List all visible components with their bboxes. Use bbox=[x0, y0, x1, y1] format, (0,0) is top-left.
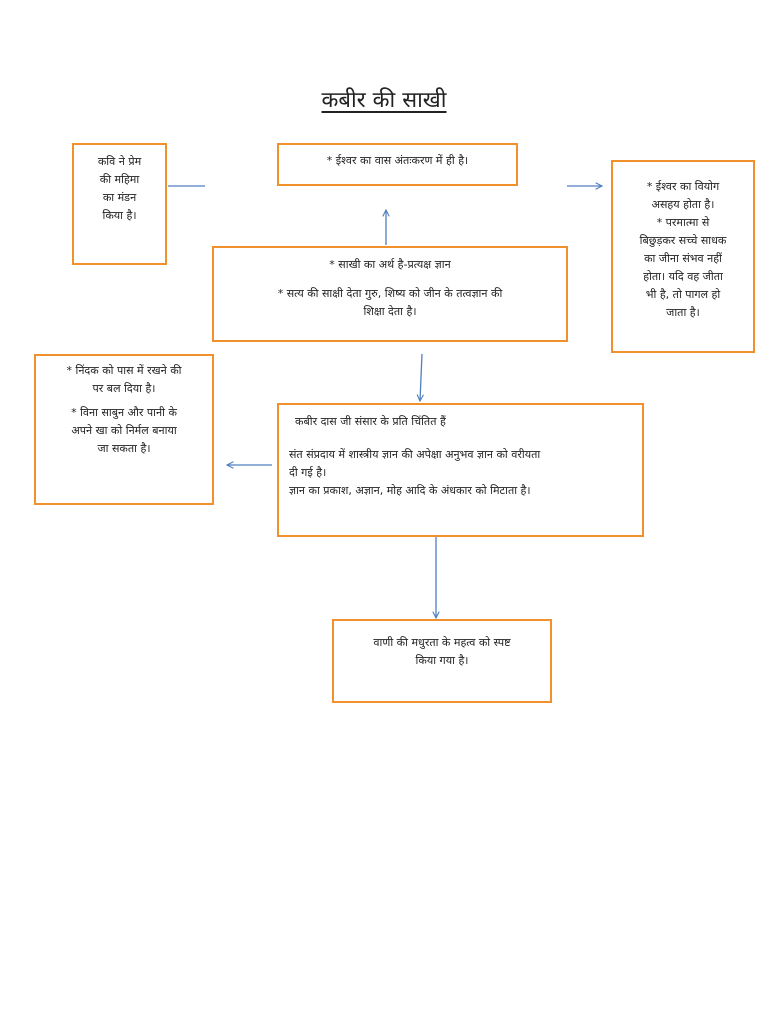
box-ishwar-vas bbox=[277, 143, 518, 186]
nindak-line: जा सकता है। bbox=[97, 442, 151, 455]
vani-line: वाणी की मधुरता के महत्व को स्पष्ट bbox=[373, 636, 511, 649]
prem-line: की महिमा bbox=[99, 173, 140, 186]
viyog-line: * ईश्वर का वियोग bbox=[646, 180, 720, 193]
box-prem-mahima bbox=[72, 143, 167, 265]
box-vani-madhurta bbox=[332, 619, 552, 703]
kabir-heading: कबीर दास जी संसार के प्रति चिंतित हैं bbox=[295, 415, 446, 428]
prem-line: कवि ने प्रेम bbox=[97, 155, 142, 168]
nindak-line: अपने खा को निर्मल बनाया bbox=[71, 424, 177, 437]
box-nindak bbox=[34, 354, 214, 505]
sakhi-line: * सत्य की साक्षी देता गुरु, शिष्य को जीन के तत्वज्ञान की bbox=[277, 287, 503, 300]
viyog-line: बिछुड़कर सच्चे साधक bbox=[639, 234, 727, 247]
sakhi-line: शिक्षा देता है। bbox=[363, 305, 417, 318]
sakhi-line: * साखी का अर्थ है-प्रत्यक्ष ज्ञान bbox=[329, 258, 451, 271]
kabir-line: संत संप्रदाय में शास्त्रीय ज्ञान की अपेक्षा अनुभव ज्ञान को वरीयता bbox=[289, 448, 541, 461]
prem-line: का मंडन bbox=[102, 191, 137, 204]
nindak-line: * निंदक को पास में रखने की bbox=[66, 364, 182, 377]
box-ishwar-viyog bbox=[611, 160, 755, 353]
kabir-line: दी गई है। bbox=[289, 466, 327, 479]
arrow-to-kabir bbox=[420, 354, 422, 401]
viyog-line: का जीना संभव नहीं bbox=[644, 252, 722, 265]
box-kabir-das bbox=[277, 403, 644, 537]
viyog-line: होता। यदि वह जीता bbox=[643, 270, 723, 283]
nindak-line: * विना साबुन और पानी के bbox=[71, 406, 177, 419]
ishwar-text: * ईश्वर का वास अंतःकरण में ही है। bbox=[326, 154, 469, 167]
viyog-line: असहय होता है। bbox=[651, 198, 715, 211]
vani-line: किया गया है। bbox=[415, 654, 469, 667]
viyog-line: * परमात्मा से bbox=[656, 216, 710, 229]
diagram-title-text: कबीर की साखी bbox=[321, 88, 447, 113]
kabir-line: ज्ञान का प्रकाश, अज्ञान, मोह आदि के अंधकार को मिटाता है। bbox=[289, 484, 531, 497]
box-sakhi-arth bbox=[212, 246, 568, 342]
viyog-line: भी है, तो पागल हो bbox=[645, 288, 721, 301]
viyog-line: जाता है। bbox=[666, 306, 700, 319]
nindak-line: पर बल दिया है। bbox=[92, 382, 156, 395]
prem-line: किया है। bbox=[102, 209, 137, 222]
